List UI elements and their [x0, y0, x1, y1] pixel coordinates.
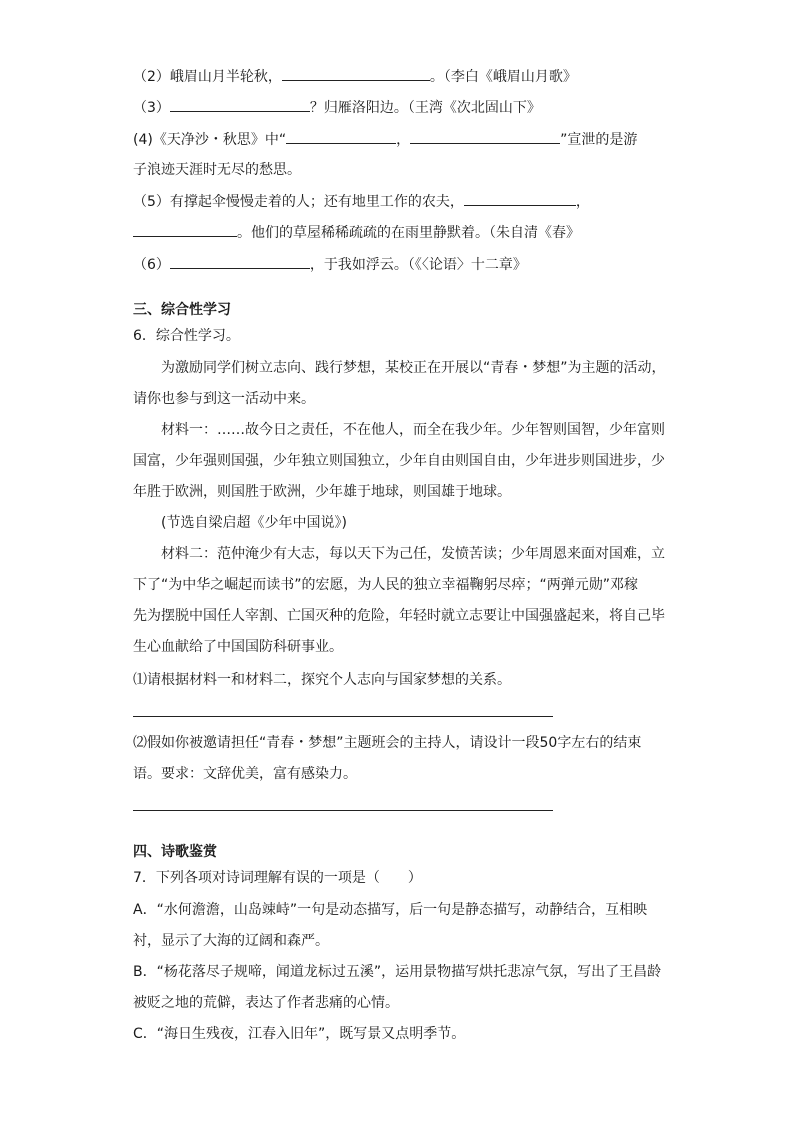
q4-comma: ，	[396, 132, 411, 148]
sub-question-1: ⑴请根据材料一和材料二，探究个人志向与国家梦想的关系。	[133, 672, 511, 688]
q5-text: （5）有撑起伞慢慢走着的人；还有地里工作的农夫，	[133, 194, 464, 210]
q6-number: （6）	[133, 257, 170, 273]
q2-source: 。（李白《峨眉山月歌》	[429, 69, 577, 85]
q3-number: （3）	[133, 100, 170, 116]
material-2-line-1: 材料二：范仲淹少有大志，每以天下为己任，发愤苦读；少年周恩来面对国难，立	[161, 546, 665, 562]
q5-blank-2[interactable]	[133, 222, 237, 237]
q2-blank[interactable]	[282, 66, 430, 81]
material-1-source: (节选自梁启超《少年中国说》)	[161, 515, 347, 531]
material-1-line-3: 年胜于欧洲，则国胜于欧洲，少年雄于地球，则国雄于地球。	[133, 484, 511, 500]
option-c-line-1: C．“海日生残夜，江春入旧年”，既写景又点明季节。	[133, 1026, 466, 1042]
q4-text-2: ”宣泄的是游	[560, 132, 638, 148]
material-2-line-2: 下了“为中华之崛起而读书”的宏愿，为人民的独立幸福鞠躬尽瘁；“两弹元勋”邓稼	[133, 577, 639, 593]
answer-line-2[interactable]	[133, 810, 553, 811]
q2-text: （2）峨眉山月半轮秋，	[133, 69, 282, 85]
q5-blank-1[interactable]	[464, 191, 576, 206]
material-2-line-3: 先为摆脱中国任人宰割、亡国灭种的危险，年轻时就立志要让中国强盛起来，将自己毕	[133, 608, 665, 624]
fill-in-q3	[133, 97, 663, 118]
fill-in-q6	[133, 254, 663, 275]
sub-question-2-line-1: ⑵假如你被邀请担任“青春・梦想”主题班会的主持人，请设计一段50字左右的结束	[133, 735, 642, 751]
intro-line-1: 为激励同学们树立志向、践行梦想，某校正在开展以“青春・梦想”为主题的活动，	[161, 360, 666, 376]
option-b-line-2: 被贬之地的荒僻，表达了作者悲痛的心情。	[133, 995, 399, 1011]
q6-blank[interactable]	[170, 254, 310, 269]
fill-in-q5	[133, 191, 663, 212]
q3-blank[interactable]	[170, 97, 310, 112]
option-b-line-1: B．“杨花落尽子规啼，闻道龙标过五溪”，运用景物描写烘托悲凉气氛，写出了王昌龄	[133, 964, 662, 980]
material-2-line-4: 生心血献给了中国国防科研事业。	[133, 639, 343, 655]
section-heading-3: 三、综合性学习	[133, 302, 231, 318]
q3-text: ？归雁洛阳边。（王湾《次北固山下》	[309, 100, 541, 116]
intro-line-2: 请你也参与到这一活动中来。	[133, 391, 315, 407]
q5-text-2: 。他们的草屋稀稀疏疏的在雨里静默着。（朱自清《春》	[237, 225, 580, 241]
fill-in-q4	[133, 129, 663, 150]
option-a-line-2: 衬，显示了大海的辽阔和森严。	[133, 933, 329, 949]
q4-text: (4)《天净沙・秋思》中“	[133, 132, 287, 148]
answer-line-1[interactable]	[133, 716, 553, 717]
option-a-line-1: A．“水何澹澹，山岛竦峙”一句是动态描写，后一句是静态描写，动静结合，互相映	[133, 902, 648, 918]
q5-comma: ，	[575, 194, 590, 210]
fill-in-q5-line2	[133, 222, 663, 243]
question-6: 6．综合性学习。	[133, 328, 240, 344]
material-1-line-1: 材料一：……故今日之责任，不在他人，而全在我少年。少年智则国智，少年富则	[161, 422, 665, 438]
section-heading-4: 四、诗歌鉴赏	[133, 844, 217, 860]
q4-blank-1[interactable]	[286, 129, 396, 144]
q6-text: ，于我如浮云。（《〈论语〉十二章》	[309, 257, 527, 273]
q4-text-3: 子浪迹天涯时无尽的愁思。	[133, 162, 301, 178]
sub-question-2-line-2: 语。要求：文辞优美，富有感染力。	[133, 766, 357, 782]
material-1-line-2: 国富，少年强则国强，少年独立则国独立，少年自由则国自由，少年进步则国进步，少	[133, 453, 665, 469]
fill-in-q2	[133, 66, 663, 87]
question-7: 7．下列各项对诗词理解有误的一项是（ ）	[133, 870, 422, 886]
q4-blank-2[interactable]	[410, 129, 560, 144]
